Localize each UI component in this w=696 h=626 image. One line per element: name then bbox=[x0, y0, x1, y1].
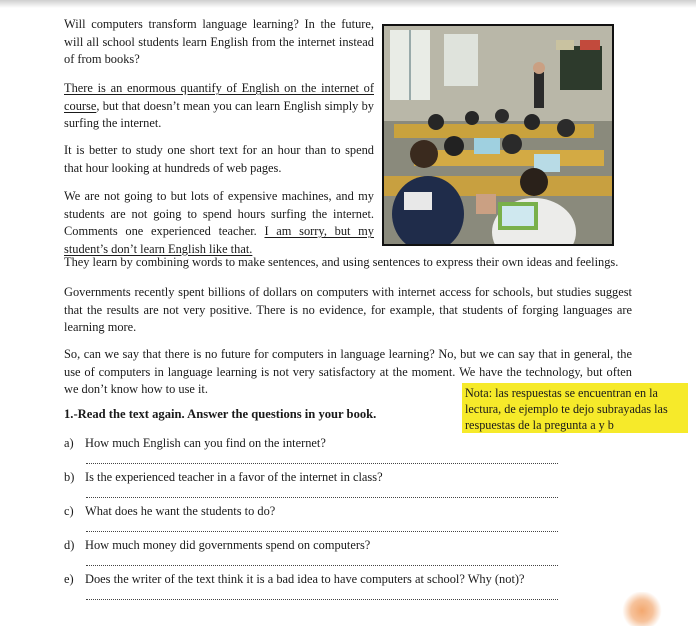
question-e bbox=[64, 572, 525, 587]
paragraph-governments: Governments recently spent billions of dollars on computers with internet access for schools, but studies suggest that the results are not very positive. There is no evidence, for example, that students of forging languages are learning more. bbox=[64, 285, 632, 334]
answer-line-e[interactable] bbox=[86, 599, 558, 600]
paragraph-teacher-start: We are not going to but lots of expensive machines, and my students are not going to spend hours surfing the internet. Comments one experienced teacher. bbox=[64, 189, 374, 238]
question-label: d) bbox=[64, 538, 75, 552]
question-a bbox=[64, 436, 326, 451]
answer-note-highlight: Nota: las respuestas se encuentran en la lectura, de ejemplo te dejo subrayadas las respuestas de la pregunta a y b bbox=[462, 383, 688, 433]
question-text: How much money did governments spend on computers? bbox=[85, 538, 371, 552]
question-text: Does the writer of the text think it is a bad idea to have computers at school? Why (not)? bbox=[85, 572, 525, 586]
paragraph-teacher-continuation: They learn by combining words to make sentences, and using sentences to express their own ideas and feelings. bbox=[64, 255, 619, 269]
answer-line-d[interactable] bbox=[86, 565, 558, 566]
exercise-heading: 1.-Read the text again. Answer the questions in your book. bbox=[64, 407, 377, 421]
question-b bbox=[64, 470, 383, 485]
question-text: What does he want the students to do? bbox=[85, 504, 276, 518]
question-c bbox=[64, 504, 275, 519]
paragraph-internet-english bbox=[64, 80, 374, 133]
question-text: Is the experienced teacher in a favor of the internet in class? bbox=[85, 470, 383, 484]
question-d bbox=[64, 538, 370, 553]
classroom-photo bbox=[382, 24, 614, 246]
question-label: c) bbox=[64, 504, 74, 518]
question-label: a) bbox=[64, 436, 74, 450]
question-label: b) bbox=[64, 470, 75, 484]
paragraph-internet-english-rest: , but that doesn’t mean you can learn English simply by surfing the internet. bbox=[64, 98, 374, 130]
underlined-answer-b: I am sorry, but my student’s don’t learn English like that. bbox=[64, 224, 374, 256]
underlined-answer-a: There is an enormous quantify of English on the internet of course bbox=[64, 81, 374, 113]
page-top-shadow bbox=[0, 0, 696, 8]
paragraph-teacher-comment bbox=[64, 188, 374, 258]
classroom-illustration bbox=[384, 26, 612, 244]
answer-line-b[interactable] bbox=[86, 497, 558, 498]
question-text: How much English can you find on the internet? bbox=[85, 436, 326, 450]
answer-line-a[interactable] bbox=[86, 463, 558, 464]
paragraph-study-text: It is better to study one short text for an hour than to spend that hour looking at hundreds of web pages. bbox=[64, 143, 374, 175]
answer-line-c[interactable] bbox=[86, 531, 558, 532]
paragraph-intro: Will computers transform language learning? In the future, will all school students learn English from the internet instead of from books? bbox=[64, 17, 374, 66]
paragraph-conclusion: So, can we say that there is no future for computers in language learning? No, but we can say that in general, the use of computers in language learning is not very satisfactory at the moment. We have the technology, but often we don’t know how to use it. bbox=[64, 347, 632, 396]
question-label: e) bbox=[64, 572, 74, 586]
orange-smudge bbox=[622, 592, 662, 626]
